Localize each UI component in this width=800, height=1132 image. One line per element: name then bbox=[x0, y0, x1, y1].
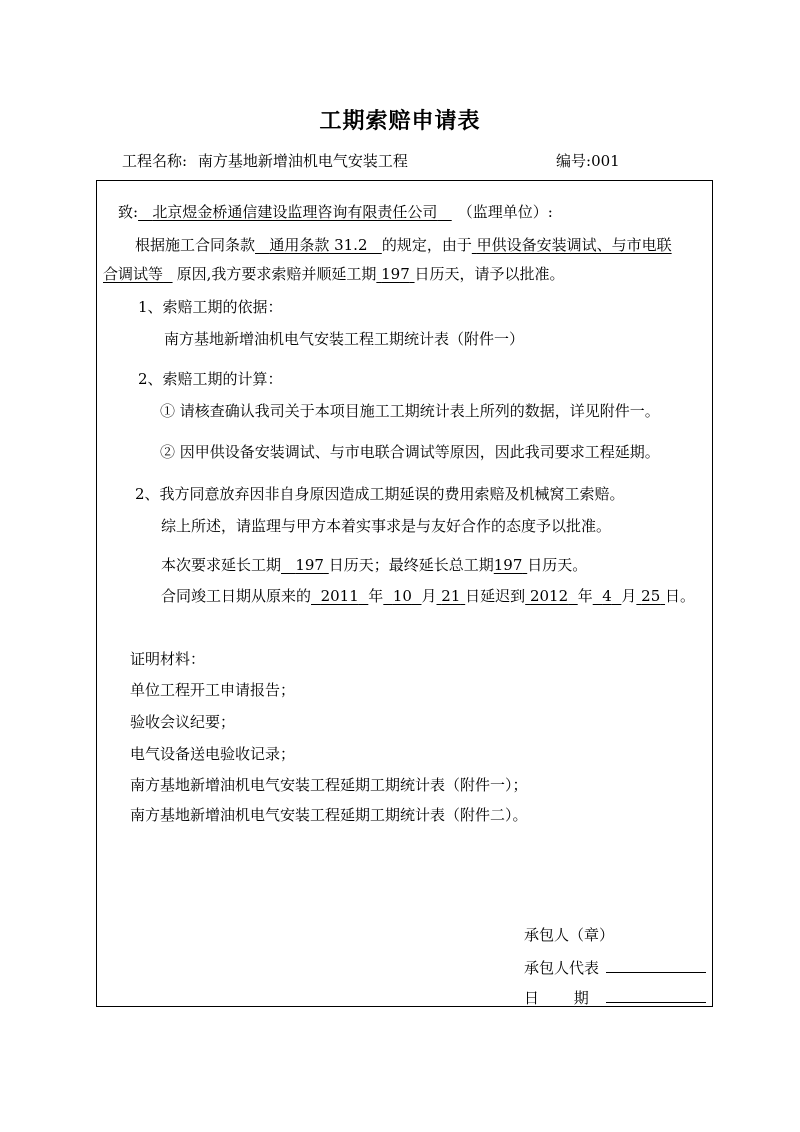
number-value: 001 bbox=[591, 152, 620, 170]
materials-title: 证明材料： bbox=[130, 650, 206, 668]
section3-text: 2、我方同意放弃因非自身原因造成工期延误的费用索赔及机械窝工索赔。 bbox=[135, 485, 625, 503]
conclusion-text: 综上所述，请监理与甲方本着实事求是与友好合作的态度予以批准。 bbox=[161, 517, 612, 535]
date-label: 日 期 bbox=[524, 989, 589, 1007]
reason-part1: 甲供设备安装调试、与市电联 bbox=[476, 236, 672, 254]
number-row bbox=[556, 150, 620, 171]
material-item: 南方基地新增油机电气安装工程延期工期统计表（附件二）。 bbox=[130, 806, 528, 824]
material-item: 验收会议纪要； bbox=[130, 713, 236, 731]
total-extension-days: 197 bbox=[493, 556, 523, 574]
original-month: 10 bbox=[392, 587, 412, 605]
new-month: 4 bbox=[602, 587, 612, 605]
claim-days: 197 bbox=[381, 265, 410, 283]
representative-signature-line[interactable] bbox=[606, 958, 706, 973]
section2-title: 2、索赔工期的计算： bbox=[138, 370, 283, 388]
section1-text: 南方基地新增油机电气安装工程工期统计表（附件一） bbox=[164, 330, 525, 348]
to-prefix: 致: bbox=[118, 203, 139, 221]
addressee-company: 北京煜金桥通信建设监理咨询有限责任公司 bbox=[152, 203, 438, 221]
para1-line1: 根据施工合同条款 通用条款 31.2 的规定，由于 甲供设备安装调试、与市电联 bbox=[135, 236, 672, 254]
section2-item2: ② 因甲供设备安装调试、与市电联合调试等原因，因此我司要求工程延期。 bbox=[160, 443, 660, 461]
project-label: 工程名称: bbox=[122, 152, 188, 170]
section2-item1: ① 请核查确认我司关于本项目施工工期统计表上所列的数据，详见附件一。 bbox=[160, 402, 660, 420]
number-label: 编号: bbox=[556, 152, 592, 170]
contractor-seal-label: 承包人（章） bbox=[524, 926, 615, 944]
para1-line2: 合调试等 原因,我方要求索赔并顺延工期 197 日历天，请予以批准。 bbox=[103, 265, 565, 283]
date-row bbox=[524, 987, 706, 1008]
form-box bbox=[96, 180, 713, 1007]
material-item: 电气设备送电验收记录； bbox=[130, 745, 296, 763]
extension-days: 197 bbox=[295, 556, 324, 574]
date-signature-line[interactable] bbox=[606, 988, 706, 1003]
reason-part2: 合调试等 bbox=[103, 265, 164, 283]
new-day: 25 bbox=[641, 587, 661, 605]
page-title: 工期索赔申请表 bbox=[319, 109, 481, 134]
new-year: 2012 bbox=[529, 587, 569, 605]
original-year: 2011 bbox=[320, 587, 359, 605]
section1-title: 1、索赔工期的依据： bbox=[138, 298, 283, 316]
extension-line: 本次要求延长工期 197 日历天；最终延长总工期197 日历天。 bbox=[161, 556, 588, 574]
to-suffix: （监理单位）: bbox=[457, 203, 553, 221]
representative-row bbox=[524, 957, 706, 978]
project-name: 南方基地新增油机电气安装工程 bbox=[197, 152, 408, 170]
original-day: 21 bbox=[441, 587, 461, 605]
project-name-row bbox=[122, 150, 408, 171]
material-item: 南方基地新增油机电气安装工程延期工期统计表（附件一）； bbox=[130, 776, 528, 794]
completion-date-line: 合同竣工日期从原来的 2011 年 10 月 21 日延迟到 2012 年 4 月 25 日。 bbox=[161, 587, 696, 605]
material-item: 单位工程开工申请报告； bbox=[130, 681, 296, 699]
clause-ref: 通用条款 31.2 bbox=[269, 236, 368, 254]
representative-label: 承包人代表 bbox=[524, 959, 600, 977]
addressee-line bbox=[118, 201, 553, 222]
